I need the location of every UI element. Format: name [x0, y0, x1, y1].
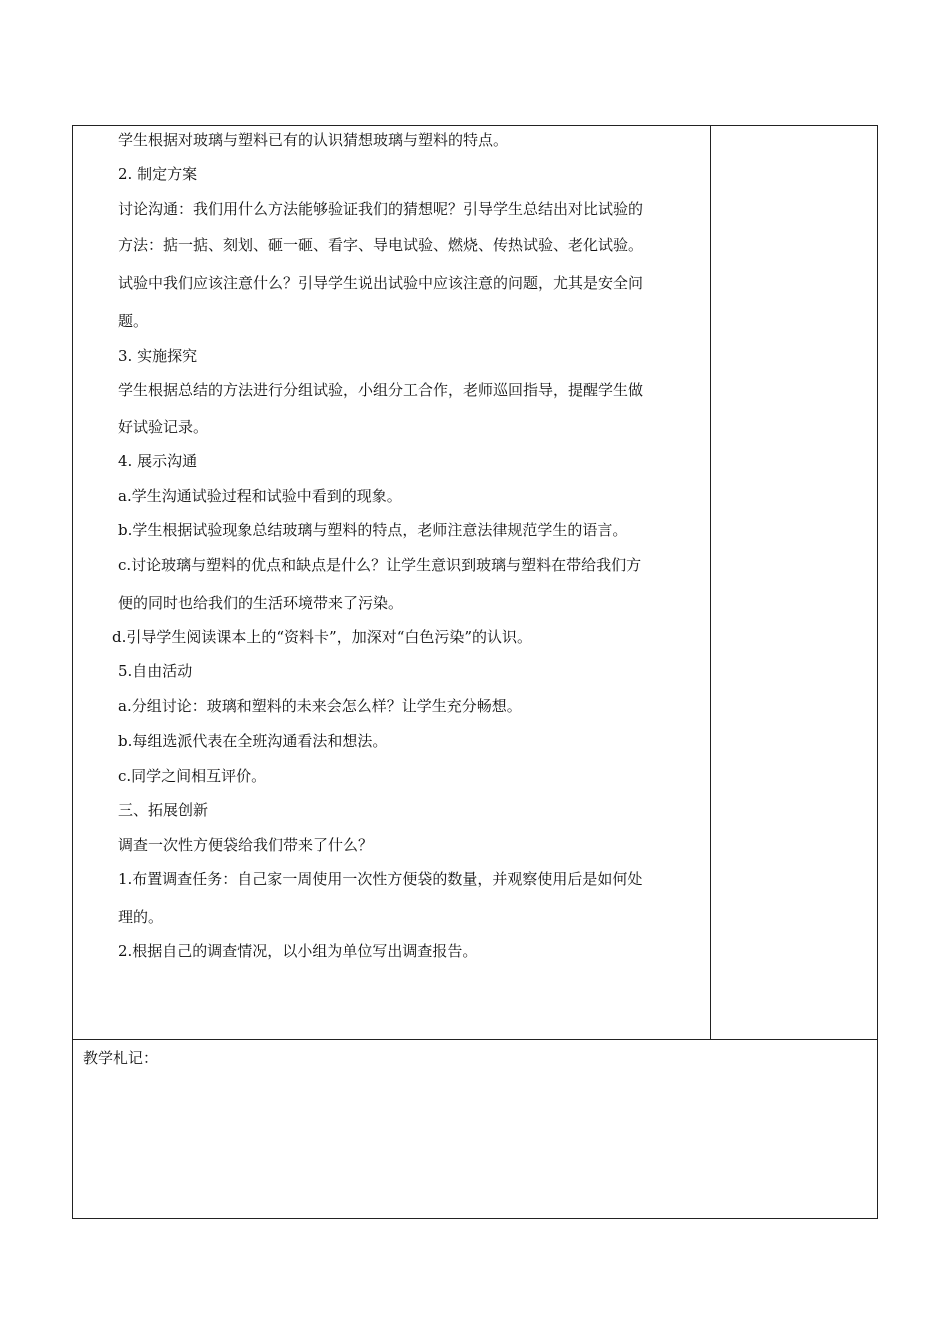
text-line: 方法：掂一掂、刻划、砸一砸、看字、导电试验、燃烧、传热试验、老化试验。 — [118, 236, 644, 254]
text-line: 好试验记录。 — [118, 418, 209, 436]
text-line: 学生根据对玻璃与塑料已有的认识猜想玻璃与塑料的特点。 — [118, 131, 509, 149]
text-line: 便的同时也给我们的生活环境带来了污染。 — [118, 594, 404, 612]
text-line: b.每组选派代表在全班沟通看法和想法。 — [118, 732, 388, 750]
text-line: 学生根据总结的方法进行分组试验，小组分工合作，老师巡回指导，提醒学生做 — [118, 381, 644, 399]
teaching-notes-label: 教学札记： — [83, 1049, 159, 1067]
text-line: 调查一次性方便袋给我们带来了什么？ — [118, 836, 374, 854]
side-notes-cell — [711, 126, 877, 1039]
teaching-notes-row — [73, 1039, 877, 1218]
text-line: b.学生根据试验现象总结玻璃与塑料的特点，老师注意法律规范学生的语言。 — [118, 521, 628, 539]
text-line: d.引导学生阅读课本上的“资料卡”，加深对“白色污染”的认识。 — [112, 628, 533, 646]
text-line: 试验中我们应该注意什么？引导学生说出试验中应该注意的问题，尤其是安全问 — [118, 274, 644, 292]
section-heading: 三、拓展创新 — [118, 801, 209, 819]
section-heading: 3. 实施探究 — [118, 347, 198, 365]
section-heading: 5.自由活动 — [118, 662, 193, 680]
text-line: 2.根据自己的调查情况，以小组为单位写出调查报告。 — [118, 942, 478, 960]
lesson-plan-table — [72, 125, 878, 1219]
text-line: 讨论沟通：我们用什么方法能够验证我们的猜想呢？引导学生总结出对比试验的 — [118, 200, 644, 218]
text-line: c.讨论玻璃与塑料的优点和缺点是什么？让学生意识到玻璃与塑料在带给我们方 — [118, 556, 642, 574]
section-heading: 4. 展示沟通 — [118, 452, 198, 470]
text-line: 题。 — [118, 312, 149, 330]
lesson-content-cell — [73, 126, 711, 1039]
text-line: c.同学之间相互评价。 — [118, 767, 267, 785]
text-line: 理的。 — [118, 908, 164, 926]
section-heading: 2. 制定方案 — [118, 165, 198, 183]
text-line: 1.布置调查任务：自己家一周使用一次性方便袋的数量，并观察使用后是如何处 — [118, 870, 643, 888]
text-line: a.学生沟通试验过程和试验中看到的现象。 — [118, 487, 402, 505]
text-line: a.分组讨论：玻璃和塑料的未来会怎么样？让学生充分畅想。 — [118, 697, 522, 715]
